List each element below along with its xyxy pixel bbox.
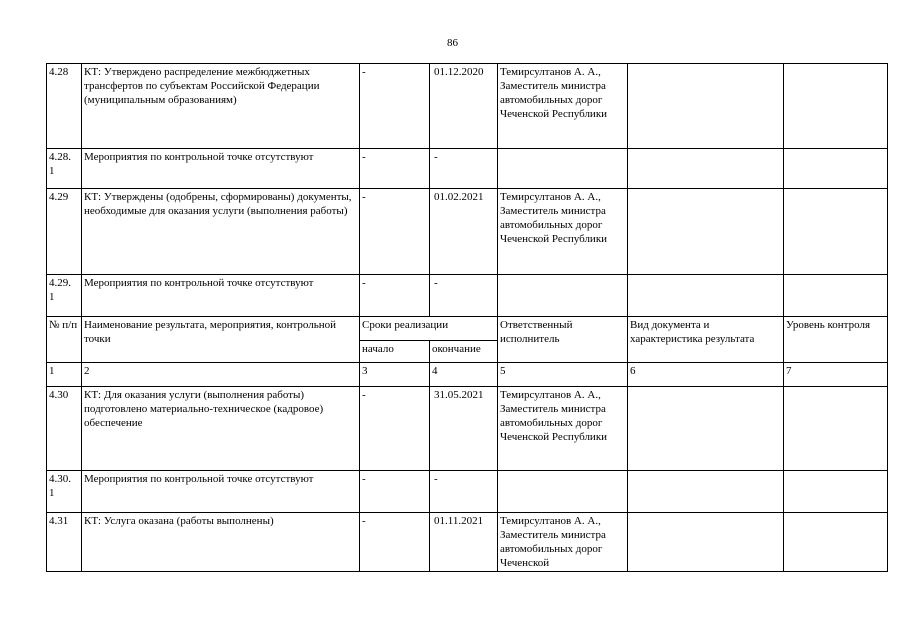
header-end: окончание	[430, 341, 498, 363]
row-start: -	[360, 189, 430, 275]
row-start: -	[360, 64, 430, 149]
row-control	[784, 149, 888, 189]
row-responsible	[498, 275, 628, 317]
index-cell: 6	[628, 363, 784, 387]
row-num: 4.29	[47, 189, 82, 275]
row-doc	[628, 387, 784, 471]
row-end: 01.12.2020	[430, 64, 498, 149]
row-start: -	[360, 387, 430, 471]
table-row	[47, 189, 888, 275]
row-doc	[628, 471, 784, 513]
row-num: 4.30	[47, 387, 82, 471]
row-responsible: Темирсултанов А. А., Заместитель министра автомобильных дорог Чеченской Республики	[498, 387, 628, 471]
index-cell: 4	[430, 363, 498, 387]
row-name: КТ: Утверждены (одобрены, сформированы) документы, необходимые для оказания услуги (выполнения работы)	[82, 189, 360, 275]
row-control	[784, 513, 888, 572]
row-name: Мероприятия по контрольной точке отсутствуют	[82, 149, 360, 189]
row-start: -	[360, 471, 430, 513]
row-control	[784, 189, 888, 275]
table-body-bottom	[47, 387, 888, 572]
table-row	[47, 149, 888, 189]
row-doc	[628, 64, 784, 149]
row-name: КТ: Для оказания услуги (выполнения работы) подготовлено материально-техническое (кадровое) обеспечение	[82, 387, 360, 471]
row-responsible	[498, 471, 628, 513]
header-doc-type: Вид документа и характеристика результата	[628, 317, 784, 363]
index-cell: 3	[360, 363, 430, 387]
row-responsible: Темирсултанов А. А., Заместитель министра автомобильных дорог Чеченской Республики	[498, 64, 628, 149]
row-num: 4.29. 1	[47, 275, 82, 317]
row-doc	[628, 149, 784, 189]
table-body-top	[47, 64, 888, 317]
table-row	[47, 64, 888, 149]
row-control	[784, 64, 888, 149]
header-control: Уровень контроля	[784, 317, 888, 363]
row-end: 01.11.2021	[430, 513, 498, 572]
row-control	[784, 387, 888, 471]
row-num: 4.28. 1	[47, 149, 82, 189]
index-cell: 7	[784, 363, 888, 387]
row-responsible: Темирсултанов А. А., Заместитель министра автомобильных дорог Чеченской	[498, 513, 628, 572]
row-num: 4.28	[47, 64, 82, 149]
table-header	[47, 317, 888, 387]
row-control	[784, 471, 888, 513]
row-end: -	[430, 149, 498, 189]
row-doc	[628, 275, 784, 317]
row-doc	[628, 189, 784, 275]
header-start: начало	[360, 341, 430, 363]
header-responsible: Ответственный исполнитель	[498, 317, 628, 363]
row-start: -	[360, 149, 430, 189]
row-end: -	[430, 275, 498, 317]
row-num: 4.30. 1	[47, 471, 82, 513]
row-name: Мероприятия по контрольной точке отсутствуют	[82, 471, 360, 513]
index-cell: 5	[498, 363, 628, 387]
index-cell: 2	[82, 363, 360, 387]
row-start: -	[360, 513, 430, 572]
row-name: Мероприятия по контрольной точке отсутствуют	[82, 275, 360, 317]
table-row	[47, 387, 888, 471]
row-responsible	[498, 149, 628, 189]
row-end: -	[430, 471, 498, 513]
row-name: КТ: Утверждено распределение межбюджетных трансфертов по субъектам Российской Федерации (муниципальным образованиям)	[82, 64, 360, 149]
header-period: Сроки реализации	[360, 317, 498, 341]
header-name: Наименование результата, мероприятия, контрольной точки	[82, 317, 360, 363]
row-num: 4.31	[47, 513, 82, 572]
row-responsible: Темирсултанов А. А., Заместитель министра автомобильных дорог Чеченской Республики	[498, 189, 628, 275]
page-number: 86	[447, 37, 458, 49]
header-num: № п/п	[47, 317, 82, 363]
row-start: -	[360, 275, 430, 317]
row-name: КТ: Услуга оказана (работы выполнены)	[82, 513, 360, 572]
row-end: 01.02.2021	[430, 189, 498, 275]
index-cell: 1	[47, 363, 82, 387]
table-row	[47, 471, 888, 513]
row-end: 31.05.2021	[430, 387, 498, 471]
control-points-table	[46, 63, 888, 572]
row-control	[784, 275, 888, 317]
row-doc	[628, 513, 784, 572]
table-row	[47, 275, 888, 317]
table-row	[47, 513, 888, 572]
